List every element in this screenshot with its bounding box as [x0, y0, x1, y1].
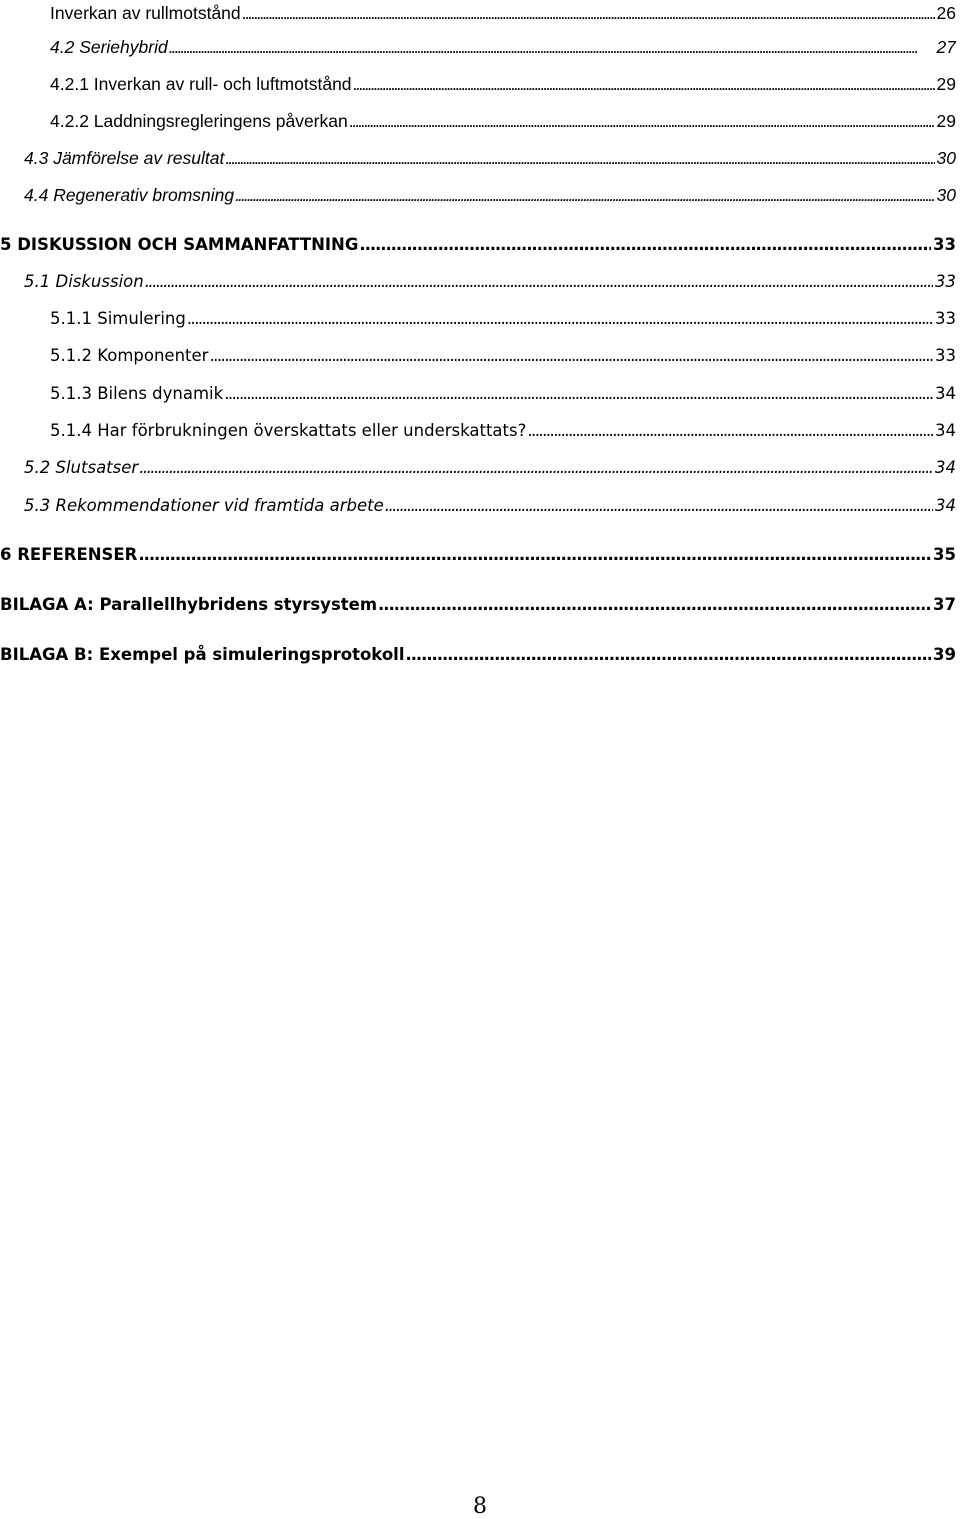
toc-entry[interactable]	[50, 36, 956, 58]
toc-leader-dots	[527, 420, 933, 442]
toc-entry-page: 33	[935, 346, 956, 365]
toc-entry[interactable]	[24, 147, 956, 169]
toc-entry[interactable]	[0, 234, 956, 256]
toc-leader-dots	[385, 495, 933, 517]
toc-entry-page: 26	[936, 3, 956, 23]
toc-entry[interactable]	[24, 184, 956, 206]
toc-entry[interactable]	[50, 345, 956, 367]
toc-entry[interactable]	[50, 2, 956, 24]
toc-leader-dots	[353, 73, 935, 95]
toc-entry-title: 5.1 Diskussion	[24, 272, 144, 291]
toc-leader-dots	[235, 184, 934, 206]
toc-entry-title: BILAGA B: Exempel på simuleringsprotokoll	[0, 645, 405, 664]
toc-entry-title: 5.1.3 Bilens dynamik	[50, 384, 224, 403]
toc-entry-title: 4.2.1 Inverkan av rull- och luftmotstånd	[50, 74, 352, 94]
toc-leader-dots	[405, 644, 931, 666]
toc-entry[interactable]	[0, 544, 956, 566]
toc-entry-page: 30	[936, 148, 956, 168]
toc-entry[interactable]	[50, 308, 956, 330]
toc-leader-dots	[139, 457, 933, 479]
toc-leader-dots	[187, 308, 933, 330]
toc-entry[interactable]	[50, 73, 956, 95]
toc-entry[interactable]	[50, 420, 956, 442]
toc-entry-title: 5.1.4 Har förbrukningen överskattats eller underskattats?	[50, 421, 527, 440]
toc-leader-dots	[242, 2, 935, 24]
toc-leader-dots	[225, 147, 934, 169]
toc-entry[interactable]	[50, 383, 956, 405]
toc-entry-page: 37	[933, 595, 956, 614]
page-number: 8	[473, 1494, 487, 1519]
toc-entry-page: 33	[935, 272, 956, 291]
toc-entry-page: 34	[935, 421, 956, 440]
toc-entry-title: 5.1.2 Komponenter	[50, 346, 209, 365]
toc-entry-page: 30	[936, 185, 956, 205]
toc-entry-page: 27	[936, 37, 956, 57]
toc-entry-title: 4.2 Seriehybrid	[50, 37, 168, 57]
toc-entry[interactable]	[0, 644, 956, 666]
toc-leader-dots	[378, 594, 931, 616]
toc-entry-title: 6 REFERENSER	[0, 545, 138, 564]
toc-entry-title: 4.3 Jämförelse av resultat	[24, 148, 225, 168]
toc-leader-dots	[169, 36, 935, 58]
toc-entry-page: 33	[933, 235, 956, 254]
toc-entry-page: 34	[935, 458, 956, 477]
toc-entry[interactable]	[24, 495, 956, 517]
toc-entry-title: 5.2 Slutsatser	[24, 458, 139, 477]
toc-entry-title: 5 DISKUSSION OCH SAMMANFATTNING	[0, 235, 359, 254]
toc-entry[interactable]	[50, 110, 956, 132]
toc-leader-dots	[209, 345, 933, 367]
toc-entry-page: 34	[935, 496, 956, 515]
toc-entry[interactable]	[0, 594, 956, 616]
toc-entry-page: 33	[935, 309, 956, 328]
toc-entry-title: 4.2.2 Laddningsregleringens påverkan	[50, 111, 348, 131]
toc-leader-dots	[359, 234, 931, 256]
toc-entry-title: 5.3 Rekommendationer vid framtida arbete	[24, 496, 384, 515]
toc-leader-dots	[349, 110, 935, 132]
toc-entry-title: Inverkan av rullmotstånd	[50, 3, 241, 23]
toc-entry-title: 5.1.1 Simulering	[50, 309, 186, 328]
toc-entry-page: 34	[935, 384, 956, 403]
toc-leader-dots	[145, 271, 933, 293]
toc-entry-page: 39	[933, 645, 956, 664]
toc-entry[interactable]	[24, 457, 956, 479]
toc-entry-title: 4.4 Regenerativ bromsning	[24, 185, 235, 205]
toc-entry-page: 35	[933, 545, 956, 564]
toc-entry-title: BILAGA A: Parallellhybridens styrsystem	[0, 595, 378, 614]
toc-leader-dots	[224, 383, 933, 405]
toc-entry[interactable]	[24, 271, 956, 293]
toc-entry-page: 29	[936, 74, 956, 94]
toc-leader-dots	[138, 544, 931, 566]
toc-entry-page: 29	[936, 111, 956, 131]
